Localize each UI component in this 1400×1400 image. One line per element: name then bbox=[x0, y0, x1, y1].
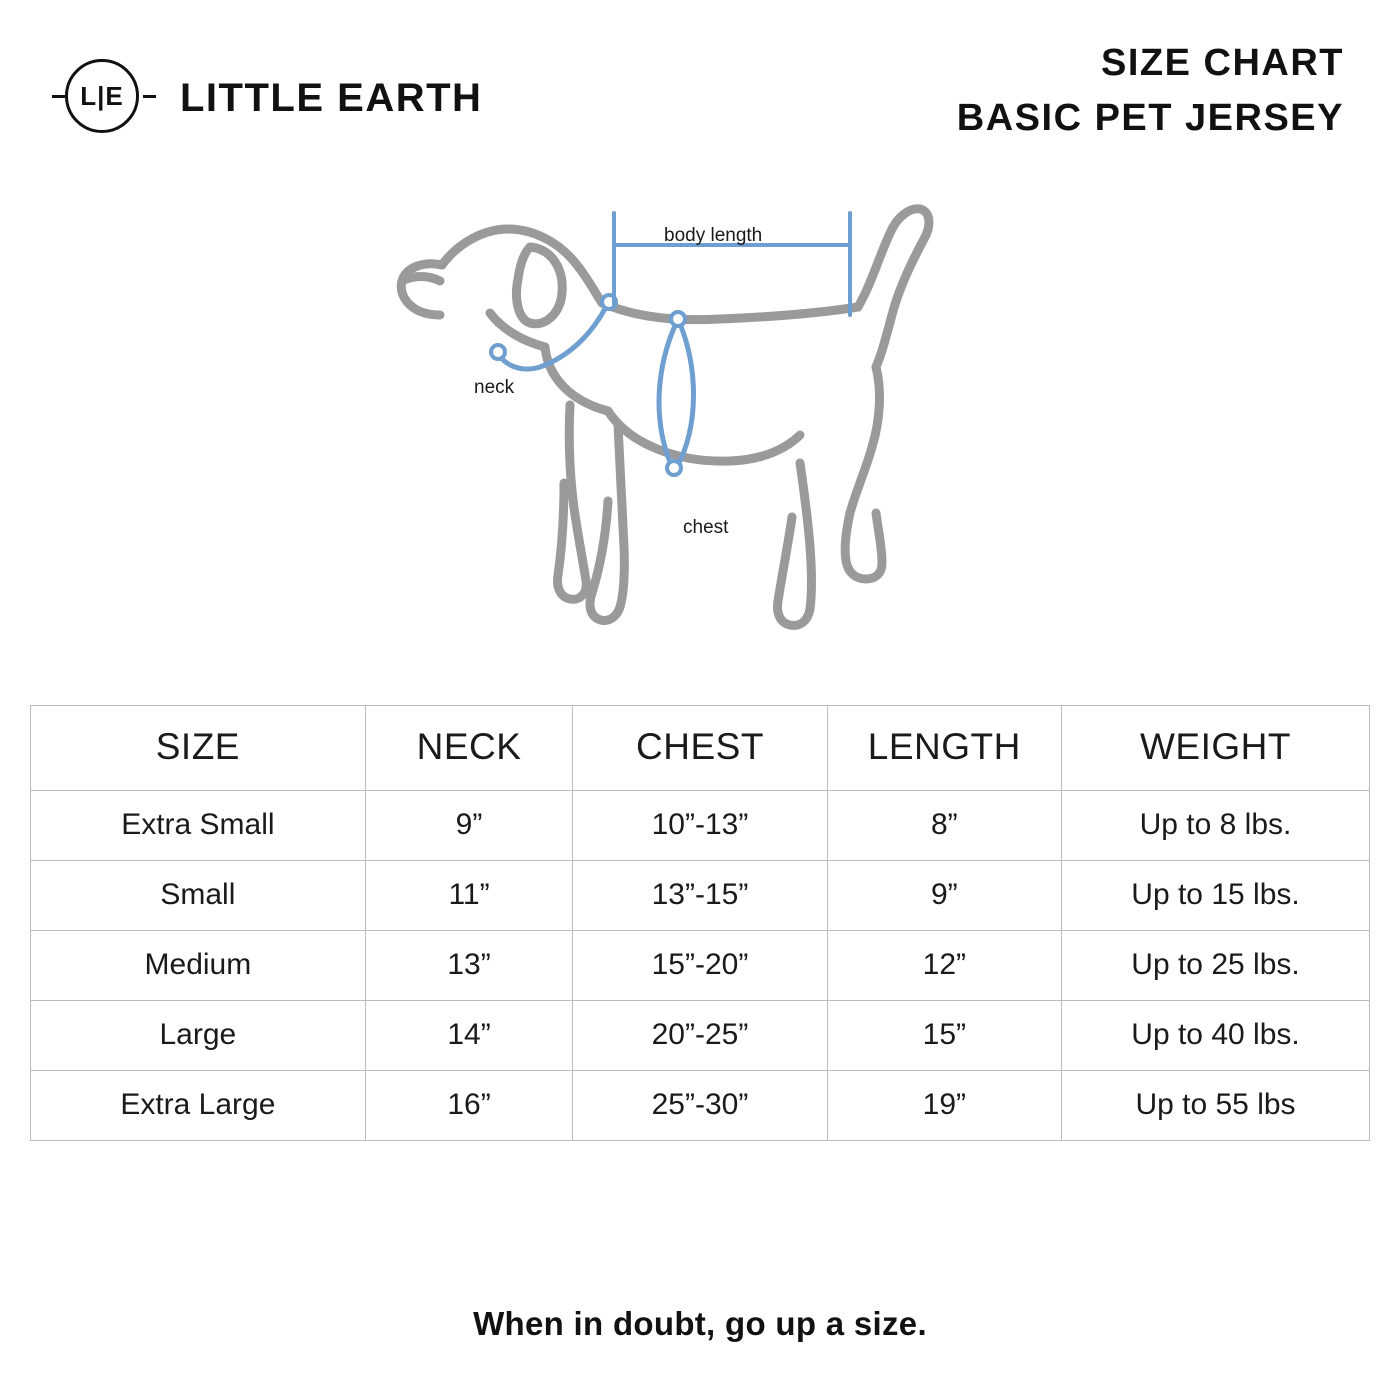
logo-left-bar bbox=[52, 95, 65, 98]
dog-illustration bbox=[380, 195, 1030, 685]
cell-size: Medium bbox=[31, 931, 366, 1001]
cell-length: 19” bbox=[827, 1071, 1061, 1141]
column-header-length: LENGTH bbox=[827, 706, 1061, 791]
cell-weight: Up to 15 lbs. bbox=[1062, 861, 1370, 931]
cell-chest: 10”-13” bbox=[573, 791, 827, 861]
cell-weight: Up to 40 lbs. bbox=[1062, 1001, 1370, 1071]
logo-letters: L|E bbox=[80, 80, 124, 111]
brand-name: LITTLE EARTH bbox=[180, 75, 483, 120]
cell-neck: 14” bbox=[365, 1001, 573, 1071]
cell-weight: Up to 25 lbs. bbox=[1062, 931, 1370, 1001]
cell-neck: 16” bbox=[365, 1071, 573, 1141]
little-earth-logo-icon bbox=[52, 59, 156, 137]
column-header-size: SIZE bbox=[31, 706, 366, 791]
table-header-row bbox=[31, 706, 1370, 791]
table-row bbox=[31, 791, 1370, 861]
table-row bbox=[31, 1001, 1370, 1071]
cell-neck: 13” bbox=[365, 931, 573, 1001]
dog-measurement-diagram bbox=[380, 195, 1030, 685]
cell-chest: 20”-25” bbox=[573, 1001, 827, 1071]
cell-length: 8” bbox=[827, 791, 1061, 861]
footer-note: When in doubt, go up a size. bbox=[473, 1305, 927, 1342]
size-table-container bbox=[30, 705, 1370, 1141]
column-header-chest: CHEST bbox=[573, 706, 827, 791]
cell-neck: 11” bbox=[365, 861, 573, 931]
label-neck: neck bbox=[474, 377, 515, 398]
cell-size: Large bbox=[31, 1001, 366, 1071]
page-header bbox=[0, 0, 1400, 185]
table-row bbox=[31, 1071, 1370, 1141]
title-line-2: BASIC PET JERSEY bbox=[956, 97, 1344, 140]
cell-length: 9” bbox=[827, 861, 1061, 931]
size-table bbox=[30, 705, 1370, 1141]
cell-size: Extra Small bbox=[31, 791, 366, 861]
table-row bbox=[31, 931, 1370, 1001]
cell-length: 15” bbox=[827, 1001, 1061, 1071]
cell-chest: 15”-20” bbox=[573, 931, 827, 1001]
cell-chest: 25”-30” bbox=[573, 1071, 827, 1141]
table-row bbox=[31, 861, 1370, 931]
table-body bbox=[31, 791, 1370, 1141]
cell-neck: 9” bbox=[365, 791, 573, 861]
logo-right-bar bbox=[143, 95, 156, 98]
cell-length: 12” bbox=[827, 931, 1061, 1001]
label-body-length: body length bbox=[664, 225, 763, 246]
cell-weight: Up to 8 lbs. bbox=[1062, 791, 1370, 861]
cell-chest: 13”-15” bbox=[573, 861, 827, 931]
cell-size: Small bbox=[31, 861, 366, 931]
cell-weight: Up to 55 lbs bbox=[1062, 1071, 1370, 1141]
table-header bbox=[31, 706, 1370, 791]
page-title bbox=[957, 36, 1344, 146]
column-header-neck: NECK bbox=[365, 706, 573, 791]
title-line-1: SIZE CHART bbox=[1101, 42, 1344, 84]
brand-lockup bbox=[52, 58, 482, 138]
label-chest: chest bbox=[683, 517, 729, 538]
cell-size: Extra Large bbox=[31, 1071, 366, 1141]
column-header-weight: WEIGHT bbox=[1062, 706, 1370, 791]
